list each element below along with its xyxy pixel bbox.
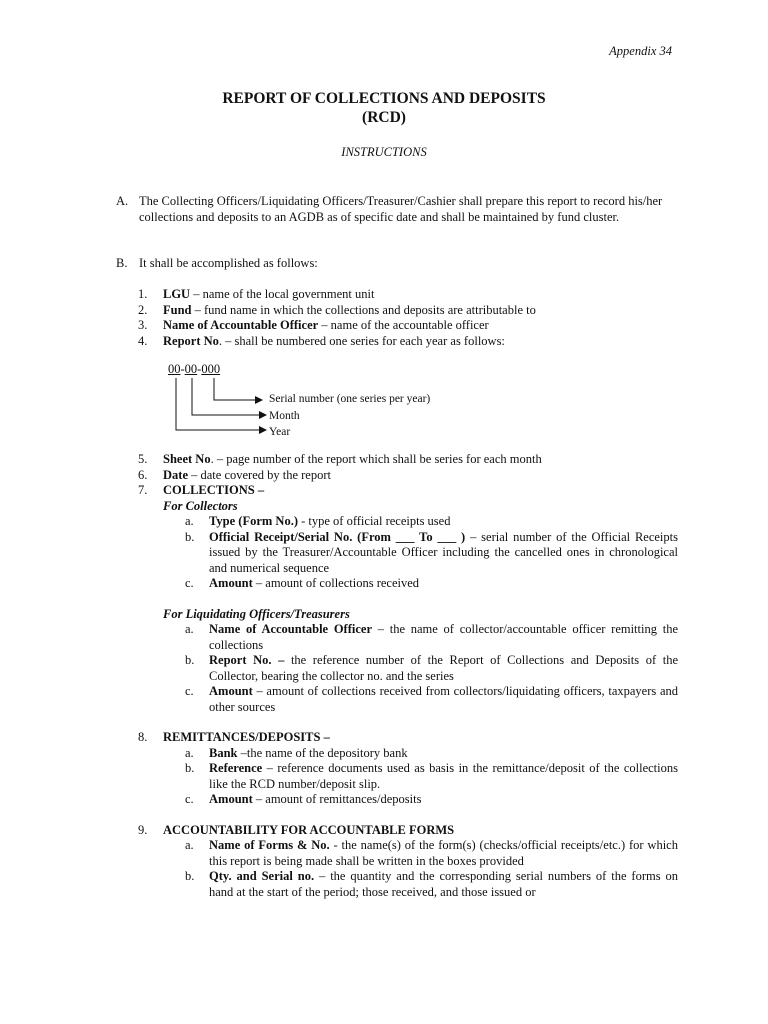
month-label: Month <box>269 410 300 422</box>
list-item: 4. Report No. – shall be numbered one series for each year as follows: <box>138 333 505 348</box>
section-b <box>116 256 676 272</box>
section-a-letter: A. <box>116 194 129 208</box>
appendix-label: Appendix 34 <box>609 44 672 58</box>
list-item: b. Report No. – the reference number of the Report of Collections and Deposits of the Collector, bearing the collector no. and the series <box>185 653 678 683</box>
report-number-format: 00-00-000 <box>168 362 221 376</box>
list-item: 5. Sheet No. – page number of the report which shall be series for each month <box>138 452 542 466</box>
items-1-to-4 <box>138 287 678 349</box>
serial-arrow <box>214 378 262 400</box>
list-item: 6. Date – date covered by the report <box>138 467 331 482</box>
collectors-list <box>138 514 678 592</box>
title-line-1: REPORT OF COLLECTIONS AND DEPOSITS <box>222 90 546 107</box>
instructions-heading: INSTRUCTIONS <box>341 145 427 159</box>
list-item: 8. REMITTANCES/DEPOSITS – <box>138 730 330 744</box>
items-5-onward <box>138 452 678 900</box>
list-item: c. Amount – amount of collections received from collectors/liquidating officers, taxpayers and other sources <box>185 684 678 714</box>
list-item: c. Amount – amount of remittances/deposits <box>185 792 422 806</box>
list-item: a. Type (Form No.) - type of official receipts used <box>185 514 451 528</box>
liquidating-list <box>138 622 678 715</box>
list-item: 1. LGU – name of the local government unit <box>138 287 375 301</box>
list-item: a. Name of Accountable Officer – the name of collector/accountable officer remitting the collections <box>185 622 678 652</box>
section-b-text: It shall be accomplished as follows: <box>139 256 318 270</box>
list-item: b. Official Receipt/Serial No. (From ___ To ___ ) – serial number of the Official Receipts issued by the Treasurer/Accountable Officer including the cancelled ones in chronological and numerical sequence <box>185 529 678 575</box>
year-arrow <box>176 378 266 430</box>
year-label: Year <box>269 426 291 438</box>
list-item: 9. ACCOUNTABILITY FOR ACCOUNTABLE FORMS <box>138 822 455 837</box>
list-item: a. Name of Forms & No. - the name(s) of the form(s) (checks/official receipts/etc.) for which this report is being made shall be written in the boxes provided <box>185 838 678 868</box>
list-item: b. Reference – reference documents used as basis in the remittance/deposit of the collections like the RCD number/deposit slip. <box>185 761 678 791</box>
collectors-heading: For Collectors <box>163 498 238 513</box>
list-item: 3. Name of Accountable Officer – name of the accountable officer <box>138 318 489 332</box>
document-title <box>0 89 768 127</box>
list-item: a. Bank –the name of the depository bank <box>185 745 408 760</box>
title-line-2: (RCD) <box>362 109 406 126</box>
report-number-diagram <box>166 362 466 444</box>
remittances-list <box>138 746 678 808</box>
section-a <box>116 194 676 225</box>
list-item: 2. Fund – fund name in which the collections and deposits are attributable to <box>138 302 536 317</box>
month-arrow <box>192 378 266 415</box>
list-item: 7. COLLECTIONS – <box>138 483 265 497</box>
list-item: c. Amount – amount of collections received <box>185 576 420 590</box>
accountability-list <box>138 838 678 900</box>
section-a-text: The Collecting Officers/Liquidating Officers/Treasurer/Cashier shall prepare this report to record his/her collections and deposits to an AGDB as of specific date and shall be maintained by fund cluster. <box>139 194 663 224</box>
section-b-letter: B. <box>116 256 128 270</box>
serial-number-label: Serial number (one series per year) <box>269 393 431 405</box>
liquidating-heading: For Liquidating Officers/Treasurers <box>163 606 350 621</box>
list-item: b. Qty. and Serial no. – the quantity and the corresponding serial numbers of the forms on hand at the start of the period; those received, and those issued or <box>185 869 679 899</box>
